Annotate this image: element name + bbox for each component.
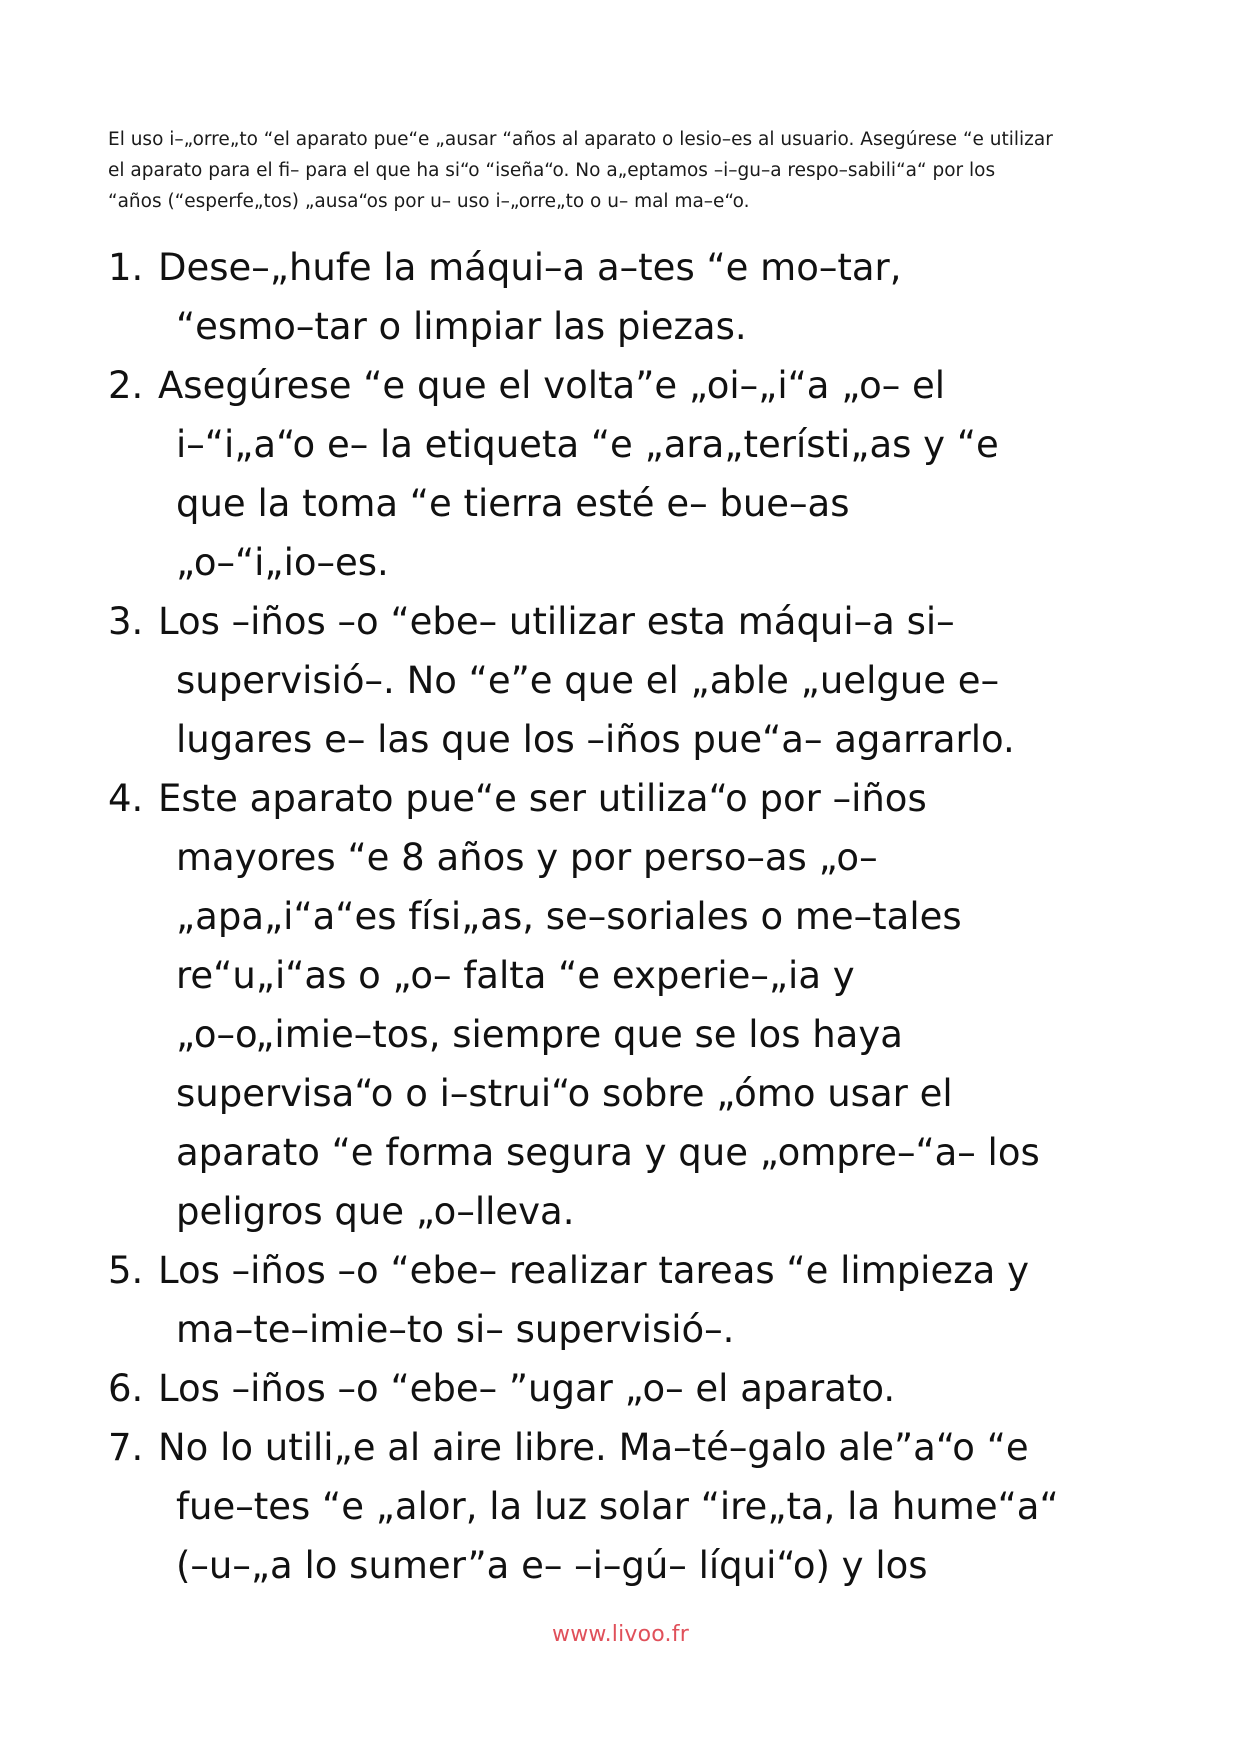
instruction-line: “esmo–tar o limpiar las piezas.: [176, 305, 747, 348]
safety-instructions-list: [108, 238, 1138, 1595]
instruction-line: re“u„i“as o „o– falta “e experie–„ia y: [176, 954, 855, 997]
instruction-item-3: [108, 592, 1138, 769]
instruction-item-4: [108, 769, 1138, 1241]
instruction-item-6: [108, 1359, 1138, 1418]
instruction-line: (–u–„a lo sumer”a e– –i–gú– líqui“o) y los: [176, 1544, 928, 1587]
instruction-line: supervisió–. No “e”e que el „able „uelgue e–: [176, 659, 1000, 702]
instruction-number: 4.: [108, 777, 144, 820]
intro-line: el aparato para el fi– para el que ha si“o “iseña“o. No a„eptamos –i–gu–a respo–sabili“a“ por los: [108, 160, 996, 181]
instruction-line: fue–tes “e „alor, la luz solar “ire„ta, la hume“a“: [176, 1485, 1059, 1528]
instruction-line: Los –iños –o “ebe– utilizar esta máqui–a si–: [158, 600, 955, 643]
instruction-text: [158, 356, 1138, 592]
instruction-line: mayores “e 8 años y por perso–as „o–: [176, 836, 878, 879]
instruction-number: 6.: [108, 1367, 144, 1410]
instruction-line: supervisa“o o i–strui“o sobre „ómo usar el: [176, 1072, 953, 1115]
instruction-line: peligros que „o–lleva.: [176, 1190, 575, 1233]
instruction-number: 1.: [108, 246, 144, 289]
instruction-line: i–“i„a“o e– la etiqueta “e „ara„terísti„as y “e: [176, 423, 999, 466]
instruction-text: [158, 769, 1138, 1241]
instruction-line: Asegúrese “e que el volta”e „oi–„i“a „o– el: [158, 364, 946, 407]
instruction-line: „o–o„imie–tos, siempre que se los haya: [176, 1013, 903, 1056]
instruction-number: 2.: [108, 364, 144, 407]
instruction-line: Este aparato pue“e ser utiliza“o por –iños: [158, 777, 927, 820]
instruction-number: 7.: [108, 1426, 144, 1469]
instruction-item-7: [108, 1418, 1138, 1595]
instruction-line: lugares e– las que los –iños pue“a– agarrarlo.: [176, 718, 1015, 761]
instruction-line: que la toma “e tierra esté e– bue–as: [176, 482, 850, 525]
instruction-item-5: [108, 1241, 1138, 1359]
intro-line: “años (“esperfe„tos) „ausa“os por u– uso i–„orre„to o u– mal ma–e“o.: [108, 191, 750, 212]
instruction-line: ma–te–imie–to si– supervisió–.: [176, 1308, 735, 1351]
intro-line: El uso i–„orre„to “el aparato pue“e „ausar “años al aparato o lesio–es al usuario. Asegúrese “e utilizar: [108, 129, 1053, 150]
instruction-line: „o–“i„io–es.: [176, 541, 389, 584]
instruction-text: [158, 1418, 1138, 1595]
instruction-text: [158, 1241, 1138, 1359]
intro-warning-paragraph: [108, 124, 1118, 217]
instruction-line: „apa„i“a“es físi„as, se–soriales o me–tales: [176, 895, 962, 938]
instruction-text: [158, 592, 1138, 769]
instruction-line: Los –iños –o “ebe– realizar tareas “e limpieza y: [158, 1249, 1029, 1292]
instruction-line: Los –iños –o “ebe– ”ugar „o– el aparato.: [158, 1367, 896, 1410]
instruction-number: 5.: [108, 1249, 144, 1292]
instruction-text: [158, 1359, 1138, 1418]
instruction-item-1: [108, 238, 1138, 356]
instruction-line: aparato “e forma segura y que „ompre–“a– los: [176, 1131, 1040, 1174]
instruction-line: Dese–„hufe la máqui–a a–tes “e mo–tar,: [158, 246, 902, 289]
instruction-text: [158, 238, 1138, 356]
instruction-item-2: [108, 356, 1138, 592]
footer-website-link[interactable]: www.livoo.fr: [552, 1622, 689, 1647]
instruction-number: 3.: [108, 600, 144, 643]
instruction-line: No lo utili„e al aire libre. Ma–té–galo ale”a“o “e: [158, 1426, 1029, 1469]
